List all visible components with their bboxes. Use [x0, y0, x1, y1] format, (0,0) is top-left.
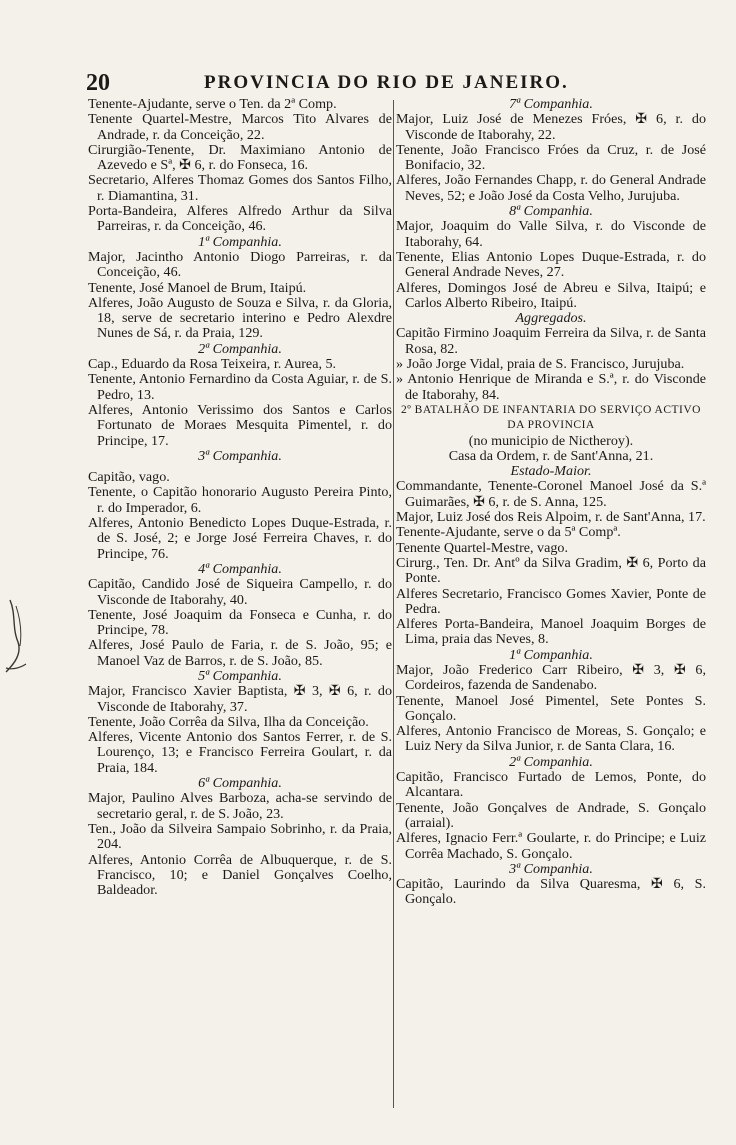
running-title: PROVINCIA DO RIO DE JANEIRO. [204, 72, 569, 93]
roster-entry: Alferes, José Paulo de Faria, r. de S. João, 95; e Manoel Vaz de Barros, r. de S. João, 85. [88, 637, 392, 669]
section-heading: 4ª Companhia. [198, 560, 282, 577]
section-heading: 2ª Companhia. [509, 753, 593, 770]
roster-entry: Tenente, João Gonçalves de Andrade, S. Gonçalo (arraial). [396, 799, 706, 831]
left-column [88, 97, 392, 898]
section-heading: Aggregados. [515, 310, 587, 327]
page-number: 20 [86, 70, 110, 96]
roster-entry: Alferes Secretario, Francisco Gomes Xavier, Ponte de Pedra. [396, 585, 706, 617]
section-heading: 1ª Companhia. [198, 233, 282, 250]
roster-entry: Cap., Eduardo da Rosa Teixeira, r. Aurea, 5. [88, 356, 337, 373]
battalion-title: 2º BATALHÃO DE INFANTARIA DO SERVIÇO ACTIVO DA PROVINCIA [400, 403, 701, 432]
roster-entry: Tenente Quartel-Mestre, Marcos Tito Alvares de Andrade, r. da Conceição, 22. [88, 111, 392, 143]
roster-entry: Alferes, João Fernandes Chapp, r. do General Andrade Neves, 52; e João José da Costa Velho, Jurujuba. [396, 172, 706, 204]
roster-entry: Major, João Frederico Carr Ribeiro, ✠ 3, ✠ 6, Cordeiros, fazenda de Sandenabo. [396, 661, 706, 694]
roster-entry: Alferes, Antonio Verissimo dos Santos e Carlos Fortunato de Moraes Mesquita Pimentel, r. do Principe, 17. [88, 401, 392, 449]
page-edge-scribble [2, 598, 38, 676]
roster-entry: Porta-Bandeira, Alferes Alfredo Arthur da Silva Parreiras, r. da Conceição, 46. [88, 203, 392, 235]
section-heading: 2ª Companhia. [198, 340, 282, 357]
roster-entry: Alferes, Antonio Francisco de Moreas, S. Gonçalo; e Luiz Nery da Silva Junior, r. de Santa Clara, 16. [396, 723, 706, 755]
roster-entry: Capitão Firmino Joaquim Ferreira da Silva, r. de Santa Rosa, 82. [396, 325, 706, 357]
roster-entry: Alferes, Domingos José de Abreu e Silva, Itaipú; e Carlos Alberto Ribeiro, Itaipú. [396, 279, 706, 311]
roster-entry: Alferes, João Augusto de Souza e Silva, r. da Gloria, 18, serve de secretario interino e Pedro Alexdre Nunes de Sá, r. da Praia, 129. [88, 294, 392, 342]
roster-entry: Capitão, Candido José de Siqueira Campello, r. do Visconde de Itaborahy, 40. [88, 576, 392, 608]
roster-entry: Tenente, Antonio Fernardino da Costa Aguiar, r. de S. Pedro, 13. [88, 371, 392, 403]
column-divider [393, 100, 394, 1108]
roster-entry: Major, Luiz José de Menezes Fróes, ✠ 6, r. do Visconde de Itaborahy, 22. [396, 111, 706, 143]
roster-entry: » Antonio Henrique de Miranda e S.ª, r. do Visconde de Itaborahy, 84. [396, 371, 706, 403]
roster-entry: Cirurg., Ten. Dr. Antº da Silva Gradim, ✠ 6, Porto da Ponte. [396, 554, 706, 587]
roster-entry: Alferes, Antonio Corrêa de Albuquerque, r. de S. Francisco, 10; e Daniel Gonçalves Coelho, Baldeador. [88, 851, 392, 899]
roster-entry: Major, Francisco Xavier Baptista, ✠ 3, ✠ 6, r. do Visconde de Itaborahy, 37. [88, 683, 392, 715]
roster-entry: Capitão, Francisco Furtado de Lemos, Ponte, do Alcantara. [396, 769, 706, 801]
roster-entry: Tenente, o Capitão honorario Augusto Pereira Pinto, r. do Imperador, 6. [88, 484, 392, 516]
roster-entry: Tenente, João Francisco Fróes da Cruz, r. de José Bonifacio, 32. [396, 141, 706, 174]
section-heading: 1ª Companhia. [509, 646, 593, 663]
right-column [396, 97, 706, 908]
section-heading: 6ª Companhia. [198, 775, 282, 792]
roster-entry: Capitão, Laurindo da Silva Quaresma, ✠ 6, S. Gonçalo. [396, 876, 706, 908]
roster-entry: Tenente Quartel-Mestre, vago. [396, 539, 568, 556]
roster-entry: Tenente-Ajudante, serve o Ten. da 2ª Comp. [88, 96, 337, 112]
roster-entry: Cirurgião-Tenente, Dr. Maximiano Antonio de Azevedo e Sª, ✠ 6, r. do Fonseca, 16. [88, 141, 392, 174]
roster-entry: Tenente, João Corrêa da Silva, Ilha da Conceição. [88, 713, 369, 730]
roster-entry: Alferes, Vicente Antonio dos Santos Ferrer, r. de S. Lourenço, 13; e Francisco Ferreira Goulart, r. da Praia, 184. [88, 729, 392, 776]
roster-entry: Tenente, José Joaquim da Fonseca e Cunha, r. do Principe, 78. [88, 606, 392, 639]
section-heading: 7ª Companhia. [509, 96, 593, 112]
roster-entry: Tenente-Ajudante, serve o da 5ª Compª. [396, 524, 621, 541]
roster-entry: » João Jorge Vidal, praia de S. Francisco, Jurujuba. [396, 356, 685, 373]
roster-entry: Major, Jacintho Antonio Diogo Parreiras, r. da Conceição, 46. [88, 248, 392, 281]
section-heading: 8ª Companhia. [509, 203, 593, 220]
roster-entry: Commandante, Tenente-Coronel Manoel José da S.ª Guimarães, ✠ 6, r. de S. Anna, 125. [396, 478, 706, 510]
roster-entry: (no municipio de Nictheroy). [468, 432, 634, 449]
roster-entry: Capitão, vago. [88, 469, 170, 486]
roster-entry: Alferes Porta-Bandeira, Manoel Joaquim Borges de Lima, praia das Neves, 8. [396, 616, 706, 648]
roster-entry: Major, Joaquim do Valle Silva, r. do Visconde de Itaborahy, 64. [396, 218, 706, 250]
roster-entry: Ten., João da Silveira Sampaio Sobrinho, r. da Praia, 204. [88, 820, 392, 853]
roster-entry: Alferes, Ignacio Ferr.ª Goularte, r. do Principe; e Luiz Corrêa Machado, S. Gonçalo. [396, 830, 706, 862]
roster-entry: Major, Luiz José dos Reis Alpoim, r. de Sant'Anna, 17. [396, 509, 706, 526]
roster-entry: Secretario, Alferes Thomaz Gomes dos Santos Filho, r. Diamantina, 31. [88, 172, 392, 204]
roster-entry: Alferes, Antonio Benedicto Lopes Duque-Estrada, r. de S. José, 2; e Jorge José Ferreira Chaves, r. do Principe, 76. [88, 515, 392, 562]
section-heading: 3ª Companhia. [198, 447, 282, 464]
roster-entry: Casa da Ordem, r. de Sant'Anna, 21. [448, 447, 654, 464]
roster-entry: Tenente, Manoel José Pimentel, Sete Pontes S. Gonçalo. [396, 692, 706, 724]
section-heading: Estado-Maior. [510, 463, 592, 480]
roster-entry: Tenente, José Manoel de Brum, Itaipú. [88, 279, 307, 296]
section-heading: 3ª Companhia. [509, 860, 593, 877]
roster-entry: Tenente, Elias Antonio Lopes Duque-Estrada, r. do General Andrade Neves, 27. [396, 248, 706, 281]
section-heading: 5ª Companhia. [198, 667, 282, 684]
roster-entry: Major, Paulino Alves Barboza, acha-se servindo de secretario geral, r. de S. João, 23. [88, 790, 392, 822]
